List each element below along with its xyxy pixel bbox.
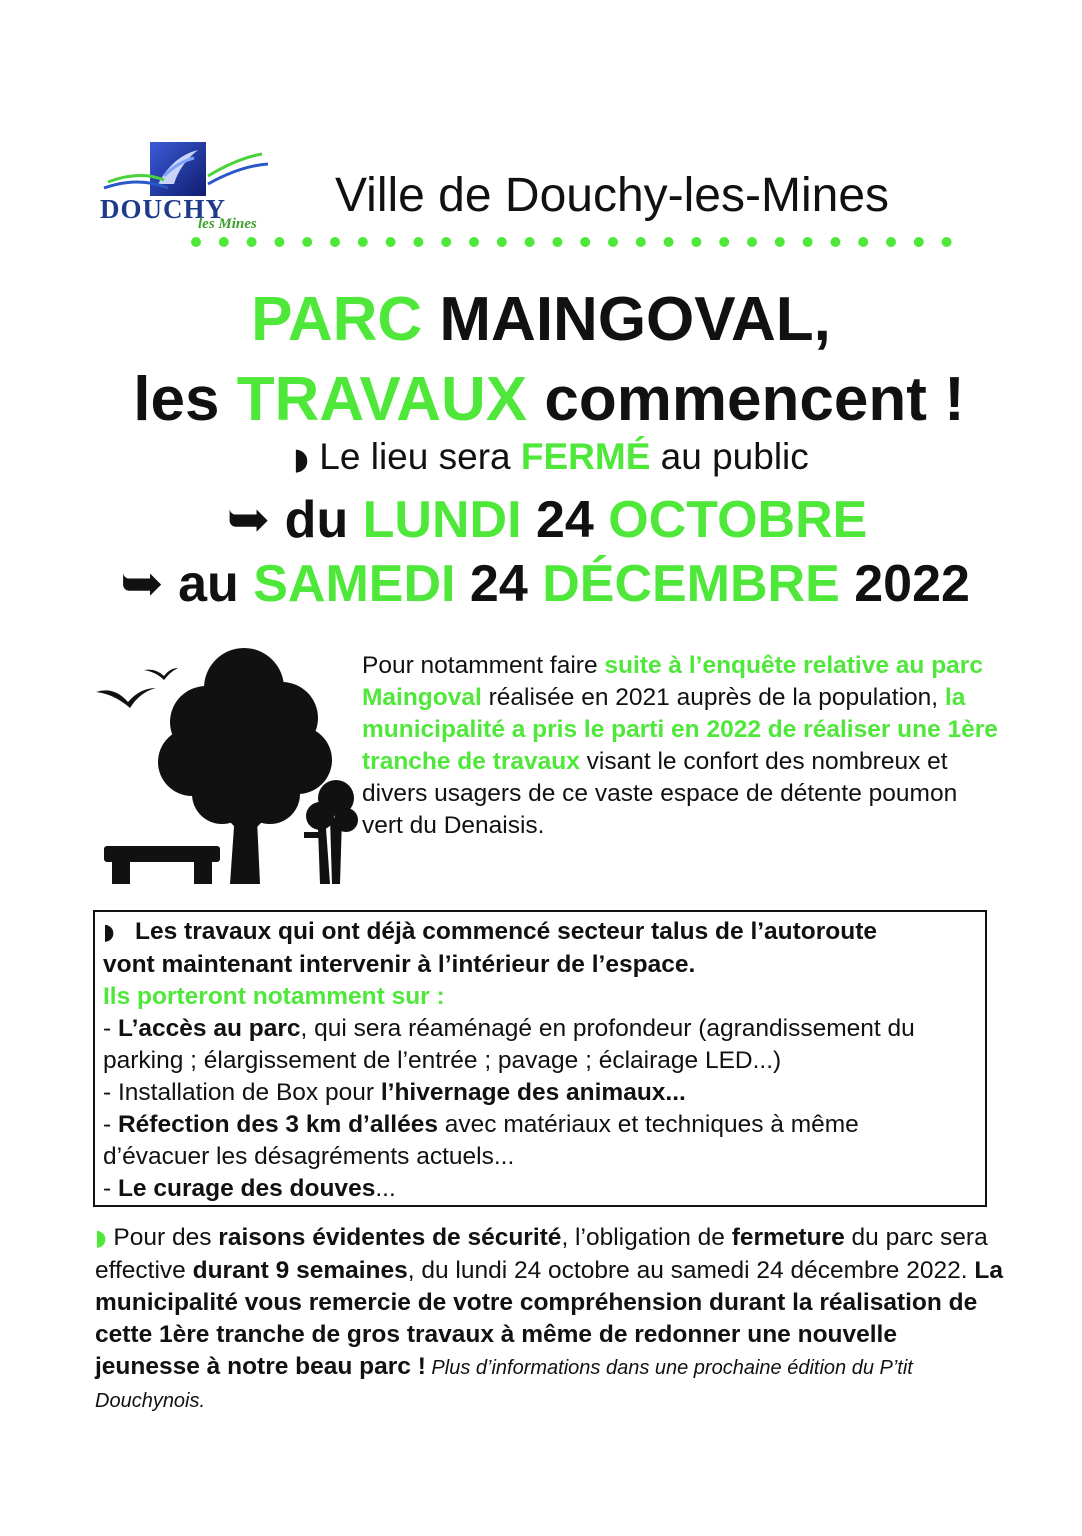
intro-text-b: réalisée en 2021 auprès de la population, [481,684,945,711]
headline-24-b: 24 [455,555,543,613]
logo-name: DOUCHY [100,194,226,224]
closing-text-d: du parc sera effective [95,1224,988,1284]
headline-maingoval: MAINGOVAL, [422,285,831,354]
works-item-acces-bold: L’accès au parc [117,1015,301,1042]
divider-dot [580,237,590,247]
divider-dot [691,237,701,247]
works-item-acces-cont: parking ; élargissement de l’entrée ; pavage ; éclairage LED...) [103,1047,782,1074]
works-item-allees-cont: d’évacuer les désagréments actuels... [103,1143,515,1170]
works-line-1 [103,916,985,949]
header-title: Ville de Douchy-les-Mines [335,169,890,222]
headline-24-a: 24 [521,491,609,549]
divider-dot [191,237,201,247]
headline-ferme: FERMÉ [520,436,651,477]
headline-line-4 [6,490,1082,550]
divider-dot [552,237,562,247]
closing-bold-fermeture: fermeture [731,1224,845,1251]
works-item-box [103,1077,985,1109]
headline-au-public: au public [650,436,809,477]
arrow-icon: ➥ [120,554,164,614]
works-text-1: Les travaux qui ont déjà commencé secteur talus de l’autoroute [114,918,878,945]
divider-dot [497,237,507,247]
works-item-douves-text: ... [375,1175,396,1202]
works-item-allees [103,1109,985,1141]
divider-dot [274,237,284,247]
headline-parc: PARC [251,285,423,354]
intro-text-c: visant le confort des nombreux et divers usagers de ce vaste espace de détente poumon vert du Denaisis. [362,748,958,839]
closing-paragraph [95,1222,1005,1417]
divider-dot [358,237,368,247]
headline-line-2 [8,364,1082,435]
divider-dot [386,237,396,247]
park-tree-bench-birds-icon [94,648,364,888]
headline-du: du [270,491,363,549]
headline-commencent: commencent ! [527,365,965,434]
douchy-logo [98,136,288,236]
divider-dot [942,237,952,247]
divider-dot [775,237,785,247]
divider-dot [719,237,729,247]
headline-samedi: SAMEDI [253,555,456,613]
divider-dot [608,237,618,247]
arrow-icon: ➥ [226,490,271,550]
divider-dot [525,237,535,247]
divider-dot [830,237,840,247]
works-item-acces [103,1013,985,1045]
closing-bold-remerciement: La municipalité vous remercie de votre compréhension durant la réalisation de cette 1ère tranche de gros travaux à même de redonner une nouvelle jeunesse à notre beau parc ! [95,1257,1003,1380]
headline-line-3 [10,436,1082,478]
divider-dot [302,237,312,247]
intro-highlight-municipalite: la municipalité a pris le parti en 2022 de réaliser une 1ère tranche de travaux [362,684,998,775]
closing-text-a: Pour des [106,1224,219,1251]
bullet-icon: ◗ [95,1226,107,1251]
divider-dot [413,237,423,247]
works-item-box-bold: l’hivernage des animaux... [380,1079,686,1106]
closing-text-e: , du lundi 24 octobre au samedi 24 décembre 2022. [407,1257,975,1284]
headline-line-5 [4,554,1082,614]
headline-octobre: OCTOBRE [608,491,868,549]
works-item-acces-text: , qui sera réaménagé en profondeur (agrandissement du [300,1015,915,1042]
closing-more-info: Plus d’informations dans une prochaine édition du P’tit Douchynois. [95,1357,913,1412]
divider-dot [219,237,229,247]
dash: - [103,1015,118,1042]
divider-dot [886,237,896,247]
works-line-2: vont maintenant intervenir à l’intérieur de l’espace. [103,951,696,978]
divider-dot [441,237,451,247]
intro-paragraph [362,650,1002,842]
bullet-icon: ◗ [103,920,115,945]
closing-bold-semaines: durant 9 semaines [192,1257,408,1284]
divider-dot [247,237,257,247]
divider-dot [330,237,340,247]
headline-2022: 2022 [839,555,970,613]
bullet-icon: ◗ [293,442,310,477]
headline-line-1 [0,284,1082,355]
works-item-douves [103,1173,985,1205]
divider-dot [664,237,674,247]
divider-dot [469,237,479,247]
works-item-allees-text: avec matériaux et techniques à même [437,1111,859,1138]
headline-decembre: DÉCEMBRE [542,555,840,613]
divider-dot [858,237,868,247]
logo-sub: les Mines [198,216,257,232]
works-item-douves-bold: Le curage des douves [117,1175,376,1202]
headline-travaux: TRAVAUX [236,365,528,434]
divider-dot [747,237,757,247]
headline-les: les [133,365,237,434]
works-line-3: Ils porteront notamment sur : [103,983,445,1010]
intro-highlight-enquete: suite à l’enquête relative au parc Maingoval [362,652,983,711]
divider-dot [803,237,813,247]
headline-lundi: LUNDI [362,491,522,549]
headline-au: au [163,555,254,613]
divider-dot [636,237,646,247]
closing-bold-securite: raisons évidentes de sécurité [218,1224,562,1251]
headline-lieu-text: Le lieu sera [309,436,521,477]
intro-text-a: Pour notamment faire [362,652,605,679]
dash: - [103,1175,118,1202]
works-item-box-text: - Installation de Box pour [103,1079,381,1106]
divider-dot [914,237,924,247]
dash: - [103,1111,118,1138]
dotted-divider [190,236,955,248]
works-item-allees-bold: Réfection des 3 km d’allées [117,1111,438,1138]
works-box [93,910,987,1207]
closing-text-c: , l’obligation de [561,1224,732,1251]
